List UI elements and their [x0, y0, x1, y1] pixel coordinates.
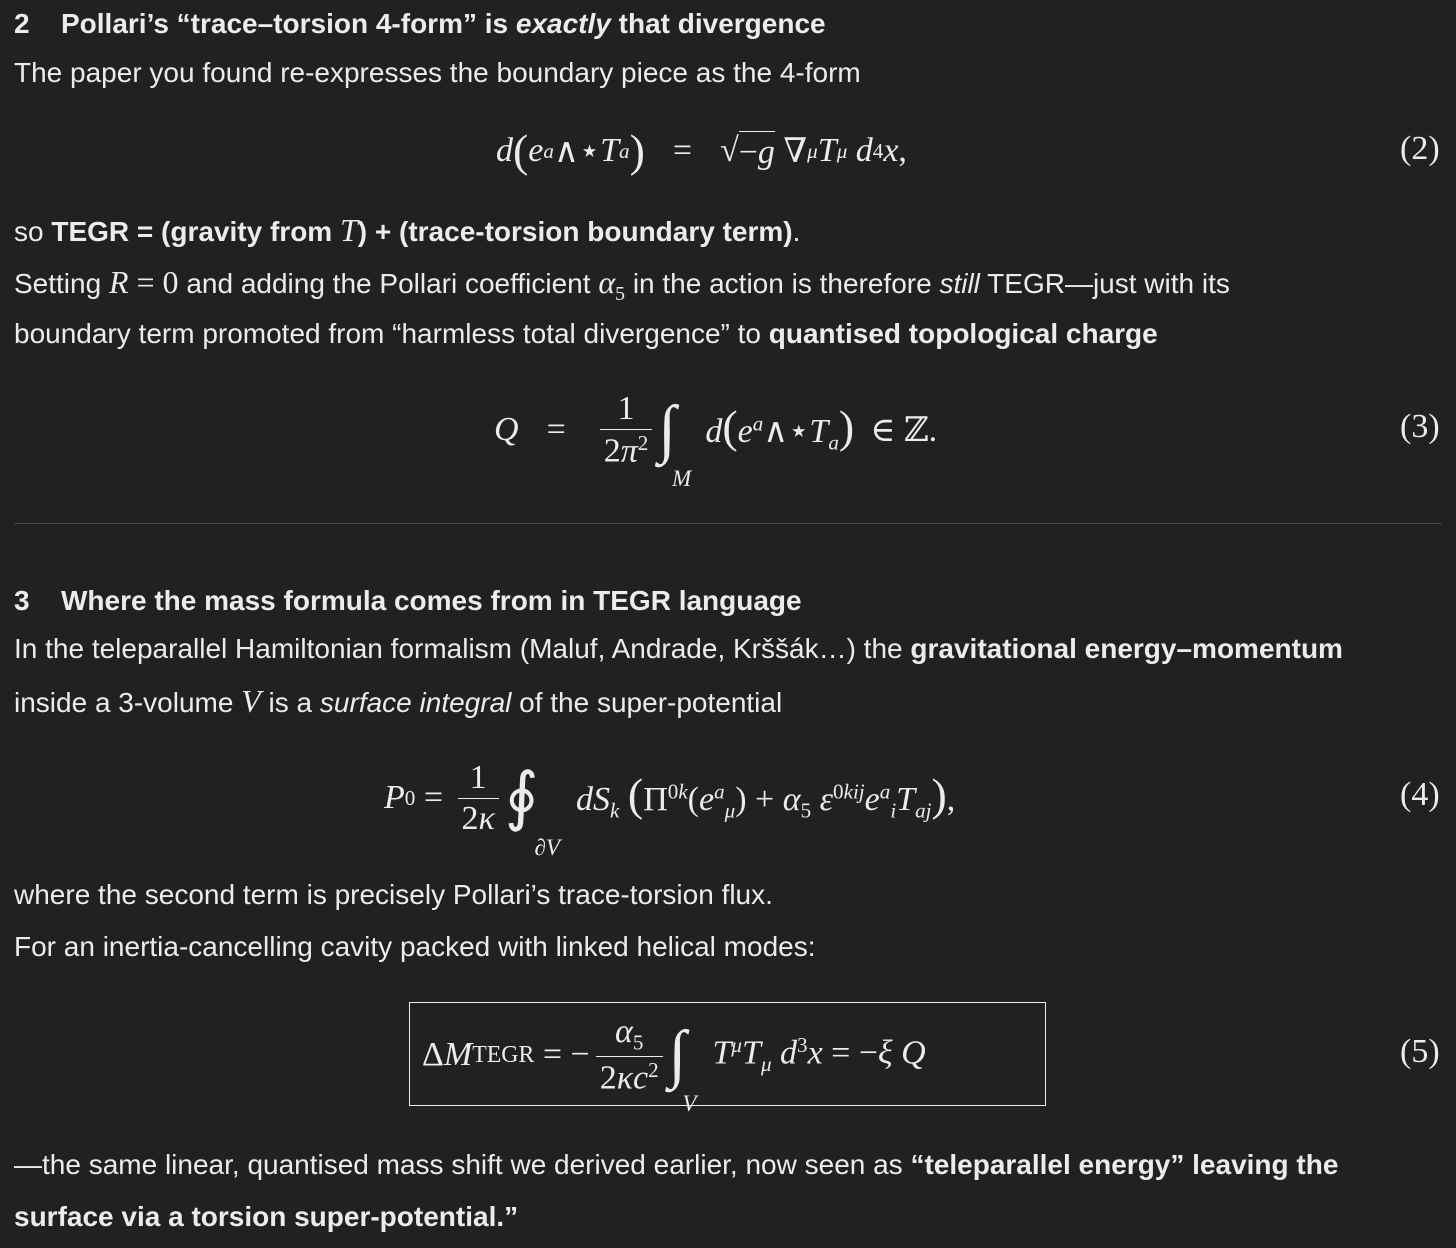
heading-text-b: that divergence [610, 8, 826, 39]
boundary-term-line: boundary term promoted from “harmless total divergence” to quantised topological charge [14, 318, 1158, 349]
conclusion-line-1: —the same linear, quantised mass shift we derived earlier, now seen as “teleparallel energy” leaving the [14, 1149, 1339, 1180]
section-3-heading [14, 585, 802, 617]
equation-2: d ( e a ∧⋆ T a ) = √ −g ∇ μ T μ d 4 x , [496, 125, 907, 177]
equation-4: P 0 = $\frac{1}{2\kappa}$ ∮ ∂V $dS_k$ ($\Pi^{0k}(e^a_\mu) + \alpha_5$ $\varepsilon^{0kij}e^a_iT_{aj}$), [384, 758, 956, 861]
equation-2-number: (2) [1400, 130, 1440, 167]
section-2-intro: The paper you found re-expresses the boundary piece as the 4-form [14, 57, 861, 88]
section-number: 3 [14, 585, 30, 616]
section-divider [14, 523, 1442, 524]
cavity-line: For an inertia-cancelling cavity packed with linked helical modes: [14, 931, 816, 962]
equation-5: Δ M TEGR = − $\frac{\alpha_5}{2\kappa c^2}$ ∫ V $T^\mu T_\mu$ $d^3x = -\xi$ Q [422, 1013, 926, 1117]
tegr-statement: so TEGR = (gravity from T) + (trace-torsion boundary term). [14, 212, 801, 248]
setting-r-zero-line: Setting R = 0 and adding the Pollari coefficient $\alpha_5$ in the action is therefore still TEGR—just with its [14, 264, 1230, 305]
equation-4-number: (4) [1400, 776, 1440, 813]
conclusion-line-2: surface via a torsion super-potential.” [14, 1201, 519, 1232]
second-term-line: where the second term is precisely Pollari’s trace-torsion flux. [14, 879, 773, 910]
heading-text: Where the mass formula comes from in TEGR language [61, 585, 802, 616]
equation-3: Q = $\frac{1}{2\pi^2}$ ∫ M $d(e^a\wedge⋆T_a)$ ∈ ℤ. [494, 390, 938, 492]
heading-emphasis: exactly [515, 8, 611, 39]
equation-5-number: (5) [1400, 1033, 1440, 1070]
hamiltonian-line: In the teleparallel Hamiltonian formalism (Maluf, Andrade, Krššák…) the gravitational energy–momentum [14, 633, 1343, 664]
heading-text-a: Pollari’s “trace–torsion 4-form” is [61, 8, 516, 39]
section-number: 2 [14, 8, 30, 39]
section-2-heading [14, 8, 826, 40]
surface-integral-line: inside a 3-volume V is a surface integral of the super-potential [14, 683, 783, 719]
equation-3-number: (3) [1400, 408, 1440, 445]
